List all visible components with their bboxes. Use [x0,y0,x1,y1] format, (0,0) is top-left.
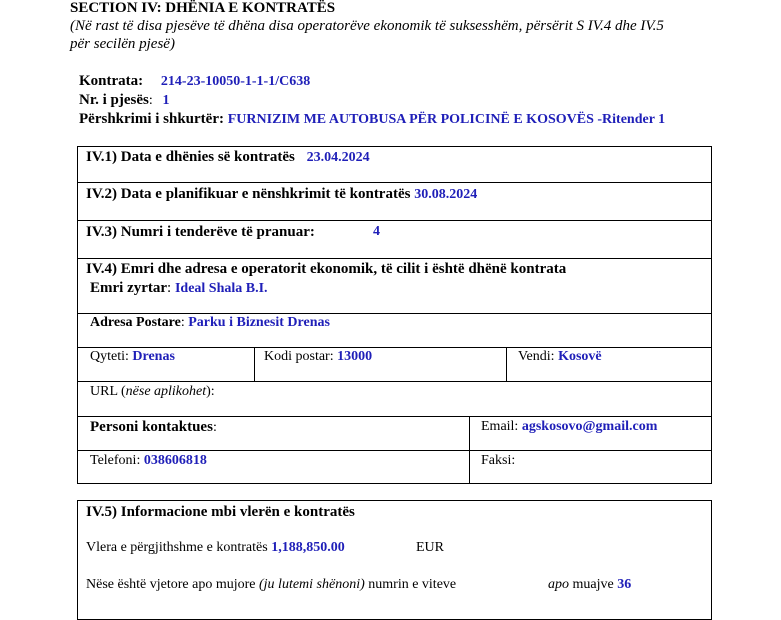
official-name-value: Ideal Shala B.I. [174,281,268,296]
divider [77,347,712,348]
city-label: Qyteti: [90,349,129,364]
divider [77,313,712,314]
divider [469,416,470,484]
description-label: Përshkrimi i shkurtër: [79,111,224,127]
phone-cell [90,453,207,469]
divider [77,220,712,221]
years-row [86,577,456,593]
iv4-label: IV.4) Emri dhe adresa e operatorit ekonomik, të cilit i është dhënë kontrata [86,261,567,277]
email-value: agskosovo@gmail.com [521,419,658,434]
or-text: apo [548,577,569,592]
official-name-label: Emri zyrtar [90,280,168,296]
url-end: ): [206,384,215,399]
iv2-value: 30.08.2024 [414,187,478,202]
months-row [548,577,631,593]
divider [506,347,507,381]
email-label: Email: [481,419,519,434]
city-value: Drenas [132,349,175,364]
email-cell [481,419,657,435]
address-value: Parku i Biznesit Drenas [188,315,330,330]
divider [77,416,712,417]
contact-colon: : [212,420,217,435]
iv5-label: IV.5) Informacione mbi vlerën e kontratës [86,504,355,520]
description-row [79,111,665,128]
total-label: Vlera e përgjithshme e kontratës [86,540,268,555]
section-title: SECTION IV: DHËNIA E KONTRATËS [70,0,336,16]
contact-row [90,419,217,436]
postal-value: 13000 [337,349,373,364]
iv3-value: 4 [373,224,380,239]
total-value-row [86,540,345,556]
years-text2: numrin e viteve [368,577,457,592]
contract-row [79,73,310,90]
official-name-row: Emri zyrtar: Ideal Shala B.I. [90,280,268,296]
postal-cell [264,349,372,365]
divider [77,381,712,382]
months-label: muajve [572,577,614,592]
phone-label: Telefoni: [90,453,141,468]
iv2-row [86,186,477,203]
part-row [79,92,170,109]
contract-value: 214-23-10050-1-1-1/C638 [160,74,311,89]
divider [77,258,712,259]
contact-label: Personi kontaktues [90,419,213,435]
phone-value: 038606818 [143,453,207,468]
postal-label: Kodi postar: [264,349,334,364]
part-label: Nr. i pjesës [79,92,149,108]
url-row [90,384,215,400]
section-note-line2: për secilën pjesë) [70,36,175,52]
currency: EUR [416,540,444,555]
description-value: FURNIZIM ME AUTOBUSA PËR POLICINË E KOSOVËS -Ritender 1 [227,112,666,127]
iv1-value: 23.04.2024 [306,150,370,165]
address-row: Adresa Postare: Parku i Biznesit Drenas [90,315,330,330]
contract-label: Kontrata: [79,73,144,89]
iv1-row [86,149,370,166]
divider [77,450,712,451]
iv2-label: IV.2) Data e planifikuar e nënshkrimit të kontratës [86,186,411,202]
iv3-label: IV.3) Numri i tenderëve të pranuar: [86,224,315,240]
fax-label: Faksi: [481,453,516,468]
divider [77,182,712,183]
months-value: 36 [617,577,632,592]
divider [254,347,255,381]
iv1-label: IV.1) Data e dhënies së kontratës [86,149,295,165]
city-cell [90,349,175,365]
url-label: URL ( [90,384,126,399]
total-value: 1,188,850.00 [271,540,345,555]
part-value: 1 [162,93,170,108]
address-label: Adresa Postare [90,315,181,330]
url-note: nëse aplikohet [125,384,207,399]
iv3-row [86,224,315,241]
country-cell [518,349,602,365]
years-note: (ju lutemi shënoni) [259,577,365,592]
years-text: Nëse është vjetore apo mujore [86,577,256,592]
country-label: Vendi: [518,349,555,364]
country-value: Kosovë [558,349,602,364]
part-colon: : [148,93,153,108]
section-note-line1: (Në rast të disa pjesëve të dhëna disa operatorëve ekonomik të suksesshëm, përsërit S IV.4 dhe IV.5 [70,18,664,34]
